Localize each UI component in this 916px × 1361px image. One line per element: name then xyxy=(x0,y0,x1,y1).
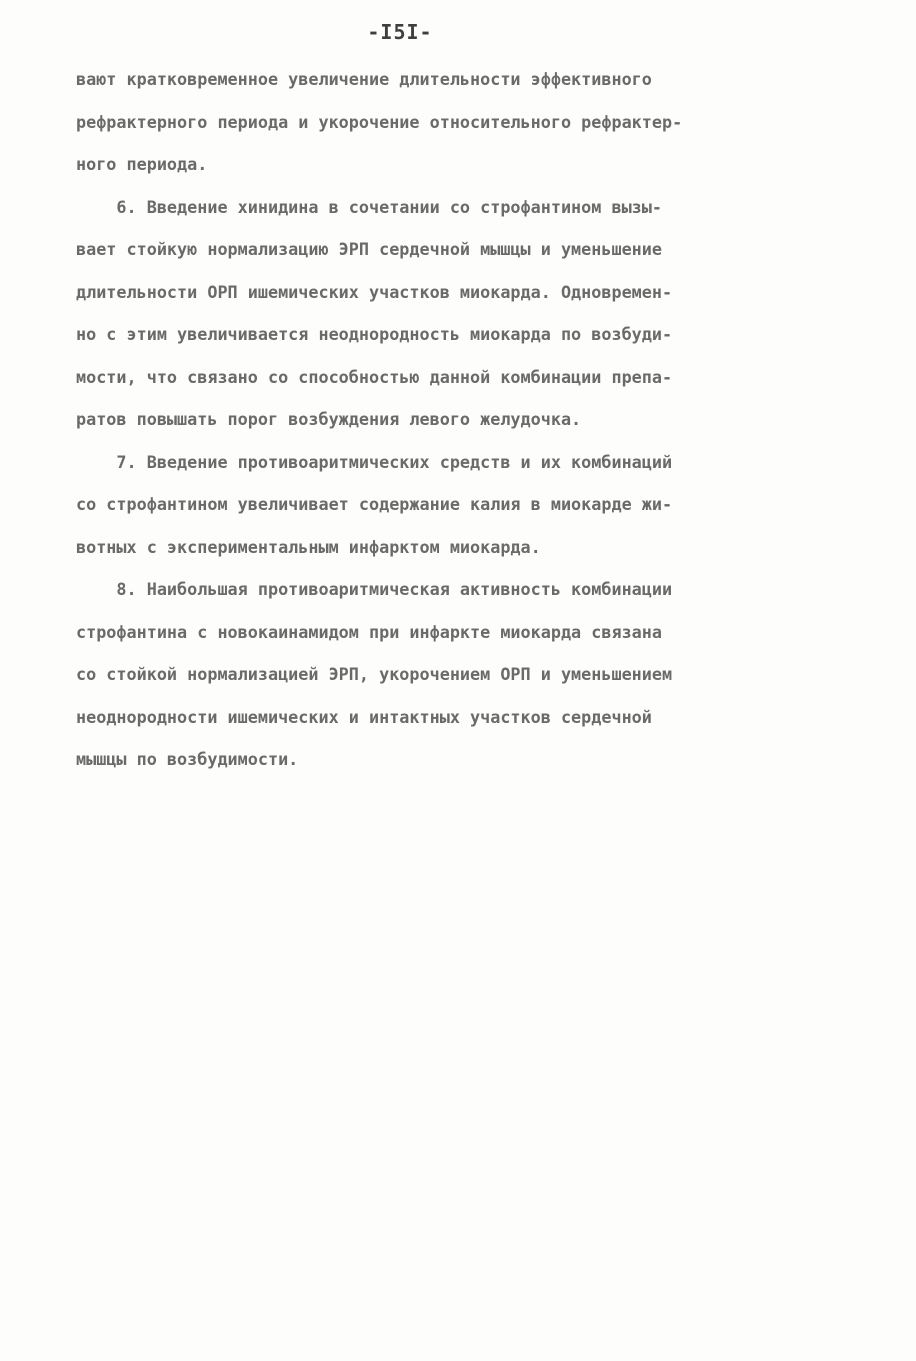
text-line: длительности ОРП ишемических участков миокарда. Одновремен- xyxy=(76,281,673,302)
text-line: со строфантином увеличивает содержание калия в миокарде жи- xyxy=(76,494,673,514)
text-line: но с этим увеличивается неоднородность миокарда по возбуди- xyxy=(76,324,673,344)
text-line: 6. Введение хинидина в сочетании со строфантином вызы- xyxy=(76,196,662,217)
text-line: неоднородности ишемических и интактных участков сердечной xyxy=(76,706,652,727)
text-line: мости, что связано со способностью данной комбинации препа- xyxy=(76,366,673,387)
text-line: ратов повышать порог возбуждения левого желудочка. xyxy=(76,409,582,429)
text-line: ного периода. xyxy=(76,154,208,174)
text-line: вает стойкую нормализацию ЭРП сердечной мышцы и уменьшение xyxy=(76,239,662,259)
text-line: 7. Введение противоаритмических средств и их комбинаций xyxy=(76,451,673,472)
text-line: вотных с экспериментальным инфарктом миокарда. xyxy=(76,536,541,557)
paragraph-conclusion-6 xyxy=(76,186,876,441)
page-number: -I5I- xyxy=(367,20,433,44)
body-text xyxy=(76,58,876,781)
text-line: вают кратковременное увеличение длительности эффективного xyxy=(76,69,652,89)
paragraph-conclusion-5-end xyxy=(76,58,876,186)
text-line: 8. Наибольшая противоаритмическая активность комбинации xyxy=(76,579,673,599)
text-line: рефрактерного периода и укорочение относительного рефрактер- xyxy=(76,111,683,132)
paragraph-conclusion-8 xyxy=(76,568,876,781)
text-line: строфантина с новокаинамидом при инфаркте миокарда связана xyxy=(76,621,662,642)
text-line: со стойкой нормализацией ЭРП, укорочением ОРП и уменьшением xyxy=(76,664,673,684)
text-line: мышцы по возбудимости. xyxy=(76,749,299,769)
paragraph-conclusion-7 xyxy=(76,441,876,569)
